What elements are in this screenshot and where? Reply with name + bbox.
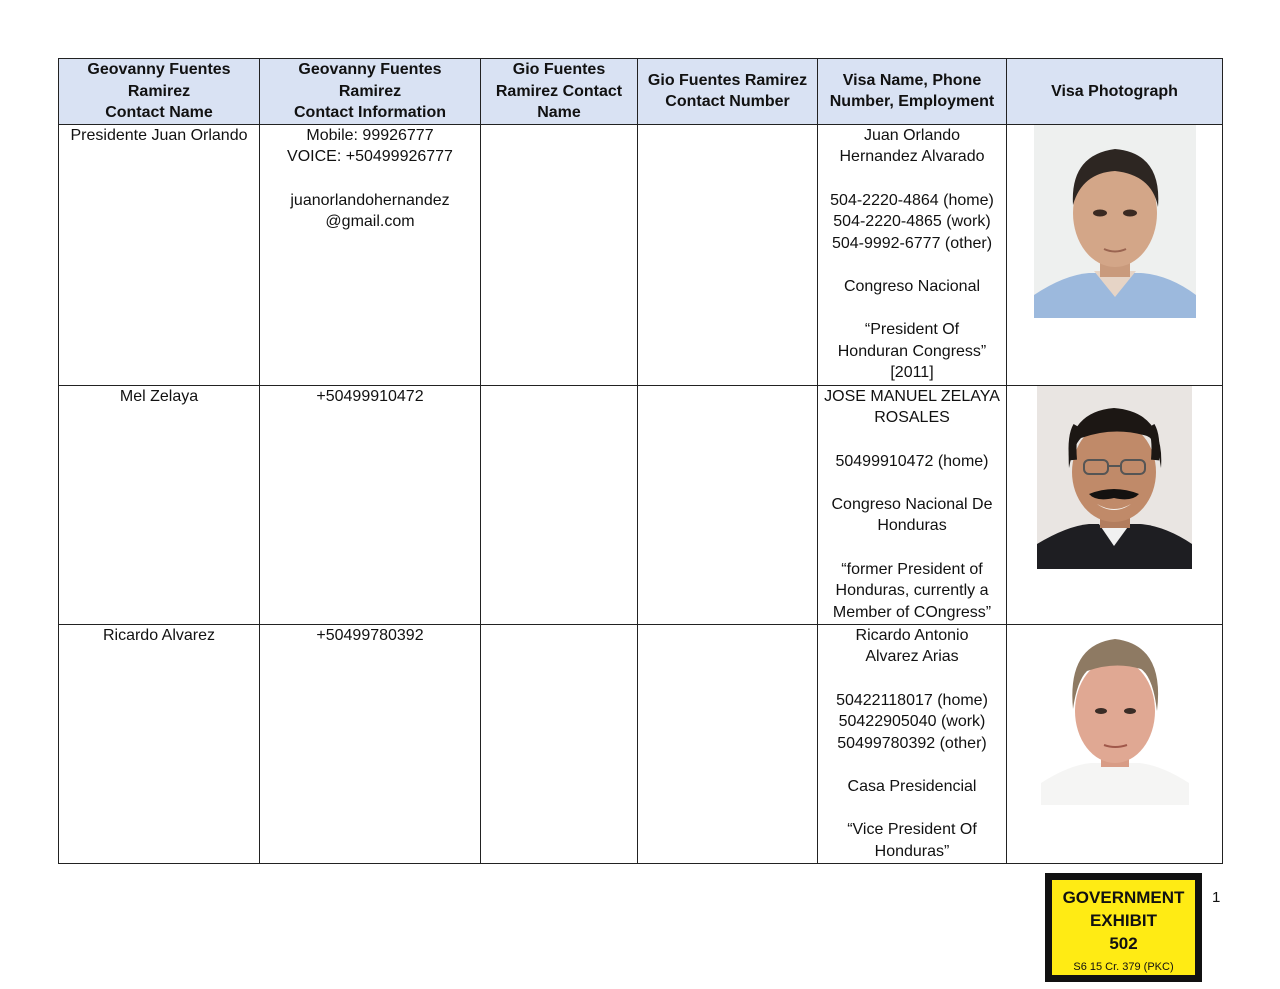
gio-name-cell <box>481 124 638 385</box>
table-row <box>59 624 1223 863</box>
visa-info-cell: Juan Orlando Hernandez Alvarado 504-2220-4864 (home) 504-2220-4865 (work) 504-9992-6777 (other) Congreso Nacional “President Of Honduran Congress” [2011] <box>818 124 1007 385</box>
visa-photograph <box>1034 125 1196 318</box>
contact-name-cell: Ricardo Alvarez <box>59 624 260 863</box>
visa-photo-cell <box>1007 624 1223 863</box>
exhibit-number: 502 <box>1109 934 1138 953</box>
header-contact-name: Geovanny Fuentes Ramirez Contact Name <box>59 59 260 125</box>
exhibit-subtitle: EXHIBIT <box>1089 911 1158 930</box>
gio-name-cell <box>481 624 638 863</box>
visa-photo-cell <box>1007 124 1223 385</box>
contact-name-cell: Presidente Juan Orlando <box>59 124 260 385</box>
contact-info-cell: Mobile: 99926777 VOICE: +50499926777 juanorlandohernandez @gmail.com <box>260 124 481 385</box>
table-row <box>59 124 1223 385</box>
contacts-table <box>58 58 1223 864</box>
header-visa-info: Visa Name, Phone Number, Employment <box>818 59 1007 125</box>
government-exhibit-sticker <box>1045 873 1202 982</box>
gio-name-cell <box>481 385 638 624</box>
contact-name-cell: Mel Zelaya <box>59 385 260 624</box>
table-row <box>59 385 1223 624</box>
gio-number-cell <box>638 124 818 385</box>
header-gio-name: Gio Fuentes Ramirez Contact Name <box>481 59 638 125</box>
visa-photograph <box>1041 625 1189 805</box>
exhibit-sticker-label <box>1052 880 1195 975</box>
exhibit-case-number: S6 15 Cr. 379 (PKC) <box>1073 961 1174 973</box>
contact-info-cell: +50499910472 <box>260 385 481 624</box>
visa-photo-cell <box>1007 385 1223 624</box>
header-contact-info: Geovanny Fuentes Ramirez Contact Information <box>260 59 481 125</box>
page-number: 1 <box>1212 889 1221 906</box>
contact-info-cell: +50499780392 <box>260 624 481 863</box>
visa-photograph <box>1037 386 1192 569</box>
gio-number-cell <box>638 385 818 624</box>
header-visa-photo: Visa Photograph <box>1007 59 1223 125</box>
visa-info-cell: JOSE MANUEL ZELAYA ROSALES 50499910472 (home) Congreso Nacional De Honduras “former President of Honduras, currently a Member of COngress” <box>818 385 1007 624</box>
header-row <box>59 59 1223 125</box>
visa-info-cell: Ricardo Antonio Alvarez Arias 50422118017 (home) 50422905040 (work) 50499780392 (other) Casa Presidencial “Vice President Of Honduras” <box>818 624 1007 863</box>
exhibit-title: GOVERNMENT <box>1062 888 1185 907</box>
gio-number-cell <box>638 624 818 863</box>
header-gio-number: Gio Fuentes Ramirez Contact Number <box>638 59 818 125</box>
